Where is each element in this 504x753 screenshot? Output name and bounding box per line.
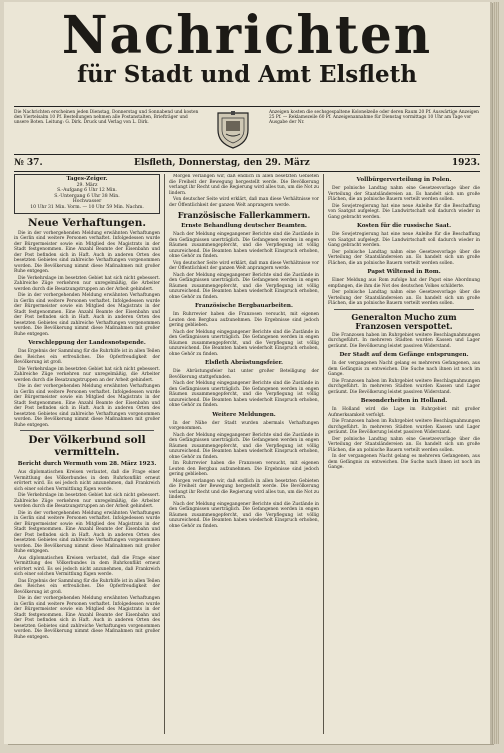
article-paragraph: Aus diplomatischen Kreisen verlautet, daß die Frage einer Vermittlung des Völkerbundes in dem Ruhrkonflikt erneut erörtert wird. Es sei jedoch nicht anzunehmen, daß Frankreich sich einer solchen Vermittlung fügen werde. [14, 470, 160, 492]
article-paragraph: Nach der Meldung eingegangener Berichte sind die Zustände in den Gefängnissen unerträglich. Die Gefangenen werden in engen Räumen zusammengepfercht, und die Verpflegung ist völlig unzureichend. Die Beamten haben wiederholt Einspruch erhoben, ohne Gehör zu finden. [169, 501, 319, 529]
place-date: Elsfleth, Donnerstag, den 29. März [134, 158, 310, 168]
article-subheading: Verschleppung der Landesnotspende. [28, 340, 146, 347]
article-paragraph: In der vergangenen Nacht gelang es mehreren Gefangenen, aus dem Gefängnis zu entweichen. Die Suche nach ihnen ist noch im Gange. [328, 454, 480, 470]
article-paragraph: Die Verkehrslage im besetzten Gebiet hat sich nicht gebessert. Zahlreiche Züge verkehren nur unregelmäßig, die Arbeiter werden durch die Besatzungstruppen an der Arbeit gehindert. [14, 275, 160, 292]
article-subheading: Vollbürgerverteilung in Polen. [356, 177, 452, 183]
article-paragraph: Im Ruhrrevier haben die Franzosen versucht, mit eigenen Leuten den Bergbau aufzunehmen. Die Ergebnisse sind jedoch gering geblieben. [169, 312, 319, 328]
article-paragraph: Von deutscher Seite wird erklärt, daß man diese Verhältnisse vor der Öffentlichkeit der ganzen Welt anprangern werde. [169, 260, 319, 271]
masthead [14, 3, 480, 90]
article-paragraph: Der polnische Landtag nahm eine Gesetzesvorlage über die Verteilung der Staatsländereien an. Es handelt sich um große Flächen, die an polnische Bauern verteilt werden sollen. [328, 186, 480, 202]
advertising-info: Anzeigen kosten die sechsgespaltene Kolonelzeile oder deren Raum 20 Pf. Auswärtige Anzeigen 25 Pf. — Reklamezeile 60 Pf. Anzeigenannahme für Dienstag vormittags 10 Uhr am Tage vor Ausgabe der Nr. [269, 110, 479, 126]
article-paragraph: Morgen verlangen wir, daß endlich in allen besetzten Gebieten die Freiheit der Bewegung hergestellt werde. Die Bevölkerung verlangt ihr Recht und die Regierung wird alles tun, um die Not zu lindern. [169, 174, 319, 196]
article-paragraph: Einer Meldung aus Rom zufolge hat der Papst eine Abordnung empfangen, die ihm die Not des deutschen Volkes schilderte. [328, 278, 480, 289]
article-subheading: Bericht durch Wermuth vom 28. März 1923. [17, 461, 157, 468]
article-subheading: Papst Wiltensd in Rom. [367, 269, 441, 275]
article-paragraph: Die in der vorhergehenden Meldung erwähnten Verhaftungen in Gerlin sind weitere Personen verhaftet. Infolgedessen wurde der Bürgermeister sowie ein Mitglied des Magistrats in der Stadt festgenommen. Eine Anzahl Beamte der Eisenbahn und der Post befinden sich in Haft. Auch in anderen Orten des besetzten Gebietes sind zahlreiche Verhaftungen vorgenommen worden. Die Bevölkerung nimmt diese Maßnahmen mit großer Ruhe entgegen. [14, 230, 160, 275]
article-paragraph: Das Ergebnis der Sammlung für die Ruhrhilfe ist in allen Teilen des Reiches ein erfreuliches. Die Opferfreudigkeit der Bevölkerung ist groß. [14, 578, 160, 595]
article-paragraph: Nach der Meldung eingegangener Berichte sind die Zustände in den Gefängnissen unerträglich. Die Gefangenen werden in engen Räumen zusammengepfercht, und die Verpflegung ist völlig unzureichend. Die Beamten haben wiederholt Einspruch erhoben, ohne Gehör zu finden. [169, 432, 319, 460]
article-subheading: Ernste Behandlung deutscher Beamten. [181, 223, 307, 229]
article-heading: Neue Verhaftungen. [27, 216, 147, 229]
article-subheading: Weitere Meldungen. [212, 411, 276, 418]
column-separator [323, 174, 324, 734]
publication-info [14, 110, 480, 152]
article-paragraph: Im Ruhrrevier haben die Franzosen versucht, mit eigenen Leuten den Bergbau aufzunehmen. Die Ergebnisse sind jedoch gering geblieben. [169, 461, 319, 477]
daily-info-line: Hochwasser [72, 199, 102, 205]
article-paragraph: Die Franzosen haben im Ruhrgebiet weitere Beschlagnahmungen durchgeführt. In mehreren Städten wurden Kassen und Lager geräumt. Die Bevölkerung leistet passiven Widerstand. [328, 378, 480, 395]
section-divider [334, 309, 474, 310]
dateline [14, 157, 480, 169]
column-2 [169, 174, 319, 734]
article-paragraph: In der Nähe der Stadt wurden abermals Verhaftungen vorgenommen. [169, 420, 319, 431]
article-paragraph: In Holland wird die Lage im Ruhrgebiet mit großer Aufmerksamkeit verfolgt. [328, 407, 480, 418]
subscription-info: Die Nachrichten erscheinen jeden Dienstag, Donnerstag und Sonnabend und kosten den Viertelsalm 10 Pf. Bestellungen nehmen alle Postanstalten, Briefträger und unsere Boten. Leitung: G. Dirk. Druck und Verlag von L. Dirk. [14, 110, 199, 126]
coat-of-arms-icon [214, 110, 252, 150]
article-heading: Französische Fallerkammern. [177, 210, 311, 220]
article-subheading: Französische Bergbauarbeiten. [195, 303, 293, 309]
section-divider [20, 430, 154, 431]
article-paragraph: Die Franzosen haben im Ruhrgebiet weitere Beschlagnahmungen durchgeführt. In mehreren Städten wurden Kassen und Lager geräumt. Die Bevölkerung leistet passiven Widerstand. [328, 419, 480, 435]
article-paragraph: In der vergangenen Nacht gelang es mehreren Gefangenen, aus dem Gefängnis zu entweichen. Die Suche nach ihnen ist noch im Gange. [328, 361, 480, 377]
daily-info-title: Tages-Zeiger. [66, 176, 108, 182]
article-paragraph: Die in der vorhergehenden Meldung erwähnten Verhaftungen in Gerlin sind weitere Personen verhaftet. Infolgedessen wurde der Bürgermeister sowie ein Mitglied des Magistrats in der Stadt festgenommen. Eine Anzahl Beamte der Eisenbahn und der Post befinden sich in Haft. Auch in anderen Orten des besetzten Gebietes sind zahlreiche Verhaftungen vorgenommen worden. Die Bevölkerung nimmt diese Maßnahmen mit großer Ruhe entgegen. [14, 510, 160, 555]
daily-info-line: S.-Untergang 6 Uhr 38 Min. [54, 193, 120, 199]
article-paragraph: Nach der Meldung eingegangener Berichte sind die Zustände in den Gefängnissen unerträglich. Die Gefangenen werden in engen Räumen zusammengepfercht, und die Verpflegung ist völlig unzureichend. Die Beamten haben wiederholt Einspruch erhoben, ohne Gehör zu finden. [169, 272, 319, 300]
article-paragraph: Die Sowjetregierung hat eine neue Anleihe für die Beschaffung von Saatgut aufgelegt. Die Landwirtschaft soll dadurch wieder in Gang gebracht werden. [328, 203, 480, 220]
article-paragraph: Die Verkehrslage im besetzten Gebiet hat sich nicht gebessert. Zahlreiche Züge verkehren nur unregelmäßig, die Arbeiter werden durch die Besatzungstruppen an der Arbeit gehindert. [14, 366, 160, 383]
article-subheading: Besonderheiten in Holland. [360, 398, 448, 404]
article-paragraph: Die Sowjetregierung hat eine neue Anleihe für die Beschaffung von Saatgut aufgelegt. Die Landwirtschaft soll dadurch wieder in Gang gebracht werden. [328, 232, 480, 248]
article-paragraph: Nach der Meldung eingegangener Berichte sind die Zustände in den Gefängnissen unerträglich. Die Gefangenen werden in engen Räumen zusammengepfercht, und die Verpflegung ist völlig unzureichend. Die Beamten haben wiederholt Einspruch erhoben, ohne Gehör zu finden. [169, 381, 319, 408]
article-paragraph: Aus diplomatischen Kreisen verlautet, daß die Frage einer Vermittlung des Völkerbundes in dem Ruhrkonflikt erneut erörtert wird. Es sei jedoch nicht anzunehmen, daß Frankreich sich einer solchen Vermittlung fügen werde. [14, 555, 160, 578]
article-paragraph: Der polnische Landtag nahm eine Gesetzesvorlage über die Verteilung der Staatsländereien an. Es handelt sich um große Flächen, die an polnische Bauern verteilt werden sollen. [328, 249, 480, 266]
article-paragraph: Von deutscher Seite wird erklärt, daß man diese Verhältnisse vor der Öffentlichkeit der ganzen Welt anprangern werde. [169, 197, 319, 208]
dateline-rule-bottom [14, 171, 480, 172]
article-paragraph: Nach der Meldung eingegangener Berichte sind die Zustände in den Gefängnissen unerträglich. Die Gefangenen werden in engen Räumen zusammengepfercht, und die Verpflegung ist völlig unzureichend. Die Beamten haben wiederholt Einspruch erhoben, ohne Gehör zu finden. [169, 232, 319, 259]
issue-year: 1923. [451, 158, 480, 168]
article-subheading: Elsfleth Abrüstungsfeier. [205, 360, 283, 366]
daily-info-line: S.-Aufgang 6 Uhr 12 Min. [57, 188, 117, 194]
masthead-rule [14, 106, 480, 107]
daily-info-line: 10 Uhr 31 Min. Vorm. — 10 Uhr 59 Min. Nachm. [30, 204, 144, 210]
column-3 [328, 174, 480, 734]
newspaper-page [4, 2, 490, 744]
daily-info-box [14, 174, 160, 214]
masthead-subtitle: für Stadt und Amt Elsfleth [77, 61, 417, 88]
article-paragraph: Morgen verlangen wir, daß endlich in allen besetzten Gebieten die Freiheit der Bewegung hergestellt werde. Die Bevölkerung verlangt ihr Recht und die Regierung wird alles tun, um die Not zu lindern. [169, 478, 319, 500]
issue-number: № 37. [14, 158, 43, 168]
masthead-title: Nachrichten [61, 3, 433, 66]
article-paragraph: Das Ergebnis der Sammlung für die Ruhrhilfe ist in allen Teilen des Reiches ein erfreuliches. Die Opferfreudigkeit der Bevölkerung ist groß. [14, 349, 160, 366]
article-paragraph: Der polnische Landtag nahm eine Gesetzesvorlage über die Verteilung der Staatsländereien an. Es handelt sich um große Flächen, die an polnische Bauern verteilt werden sollen. [328, 290, 480, 306]
article-heading: Generalton Mucho zum Franzosen verspottet. [351, 311, 457, 331]
article-paragraph: Nach der Meldung eingegangener Berichte sind die Zustände in den Gefängnissen unerträglich. Die Gefangenen werden in engen Räumen zusammengepfercht, und die Verpflegung ist völlig unzureichend. Die Beamten haben wiederholt Einspruch erhoben, ohne Gehör zu finden. [169, 329, 319, 357]
article-paragraph: Die in der vorhergehenden Meldung erwähnten Verhaftungen in Gerlin sind weitere Personen verhaftet. Infolgedessen wurde der Bürgermeister sowie ein Mitglied des Magistrats in der Stadt festgenommen. Eine Anzahl Beamte der Eisenbahn und der Post befinden sich in Haft. Auch in anderen Orten des besetzten Gebietes sind zahlreiche Verhaftungen vorgenommen worden. Die Bevölkerung nimmt diese Maßnahmen mit großer Ruhe entgegen. [14, 293, 160, 337]
article-paragraph: Die Verkehrslage im besetzten Gebiet hat sich nicht gebessert. Zahlreiche Züge verkehren nur unregelmäßig, die Arbeiter werden durch die Besatzungstruppen an der Arbeit gehindert. [14, 493, 160, 510]
article-subheading: Der Stadt auf dem Gefänge entsprungen. [339, 352, 469, 358]
article-heading: Der Völkerbund soll vermitteln. [28, 434, 146, 459]
column-1 [14, 174, 160, 734]
article-paragraph: Die Franzosen haben im Ruhrgebiet weitere Beschlagnahmungen durchgeführt. In mehreren Städten wurden Kassen und Lager geräumt. Die Bevölkerung leistet passiven Widerstand. [328, 332, 480, 349]
article-paragraph: Der polnische Landtag nahm eine Gesetzesvorlage über die Verteilung der Staatsländereien an. Es handelt sich um große Flächen, die an polnische Bauern verteilt werden sollen. [328, 436, 480, 453]
column-separator [164, 174, 165, 734]
article-subheading: Kosten für die russische Saat. [356, 223, 452, 229]
dateline-rule-top [14, 154, 480, 155]
article-paragraph: Die in der vorhergehenden Meldung erwähnten Verhaftungen in Gerlin sind weitere Personen verhaftet. Infolgedessen wurde der Bürgermeister sowie ein Mitglied des Magistrats in der Stadt festgenommen. Eine Anzahl Beamte der Eisenbahn und der Post befinden sich in Haft. Auch in anderen Orten des besetzten Gebietes sind zahlreiche Verhaftungen vorgenommen worden. Die Bevölkerung nimmt diese Maßnahmen mit großer Ruhe entgegen. [14, 596, 160, 640]
article-paragraph: Die in der vorhergehenden Meldung erwähnten Verhaftungen in Gerlin sind weitere Personen verhaftet. Infolgedessen wurde der Bürgermeister sowie ein Mitglied des Magistrats in der Stadt festgenommen. Eine Anzahl Beamte der Eisenbahn und der Post befinden sich in Haft. Auch in anderen Orten des besetzten Gebietes sind zahlreiche Verhaftungen vorgenommen worden. Die Bevölkerung nimmt diese Maßnahmen mit großer Ruhe entgegen. [14, 384, 160, 428]
article-paragraph: Die Abrüstungsfeier hat unter großer Beteiligung der Bevölkerung stattgefunden. [169, 369, 319, 380]
daily-info-line: 29. März [76, 182, 98, 188]
